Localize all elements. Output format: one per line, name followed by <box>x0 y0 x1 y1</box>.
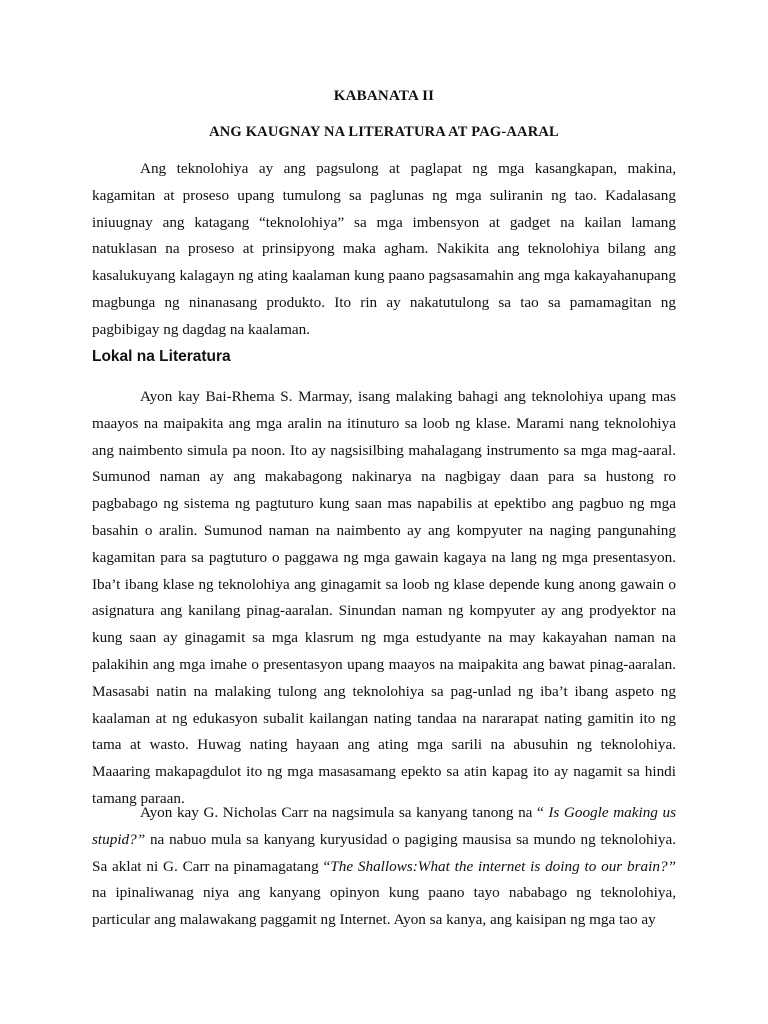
carr-book-title: The Shallows:What the internet is doing to our brain?” <box>330 857 676 875</box>
carr-paragraph-text-2: na nabuo mula sa kanyang kuryusidad o pagiging mausisa sa mundo ng teknolohiya. Sa aklat ni G. Carr na pinamagatang “ <box>92 830 676 875</box>
marmay-paragraph-text: Ayon kay Bai-Rhema S. Marmay, isang malaking bahagi ang teknolohiya upang mas maayos na maipakita ang mga aralin na itinuturo sa loob ng klase. Marami nang teknolohiya ang naimbento simula pa noon. Ito ay nagsisilbing mahalagang instrumento sa mga mag-aaral. Sumunod naman ay ang makabagong nakinarya na nagbigay daan para sa hustong ro pagbabago ng sistema ng pagtuturo kung saan mas napabilis at epektibo ang pagbuo ng mga basahin o aralin. Sumunod naman na naimbento ay ang kompyuter na naging pangunahing kagamitan para sa pagtuturo o paggawa ng mga gawain kagaya na lang ng mga presentasyon. Iba’t ibang klase ng teknolohiya ang ginagamit sa loob ng klase depende kung anong gawain o asignatura ang kanilang pinag-aaralan. Sinundan naman ng kompyuter ay ang prodyektor na kung saan ay ginagamit sa mga klasrum ng mga estudyante na may kakayahan naman na palakihin ang mga imahe o presentasyon upang maayos na maipakita ang bawat pinag-aaralan. Masasabi natin na malaking tulong ang teknolohiya sa pag-unlad ng iba’t ibang aspeto ng kaalaman at ng edukasyon subalit kailangan nating tandaa na nararapat nating gamitin ito ng tama at wasto. Huwag nating hayaan ang ating mga sarili na abusuhin ng teknolohiya. Maaaring makapagdulot ito ng mga masasamang epekto sa atin kapag ito ay nagamit sa hindi tamang paraan. <box>92 388 676 807</box>
carr-question-title: Is Google making us stupid?” <box>92 804 676 848</box>
intro-paragraph-text: Ang teknolohiya ay ang pagsulong at paglapat ng mga kasangkapan, makina, kagamitan at proseso upang tumulong sa paglunas ng mga suliranin ng tao. Kadalasang iniuugnay ang katagang “teknolohiya” sa mga imbensyon at gadget na kailan lamang natuklasan na proseso at prinsipyong maka agham. Nakikita ang teknolohiya bilang ang kasalukuyang kalagayn ng ating kaalaman kung paano pagsasamahin ang mga kakayahanupang magbunga ng ninanasang produkto. Ito rin ay nakatutulong sa tao sa pamamagitan ng pagbibigay ng dagdag na kaalaman. <box>92 160 676 338</box>
carr-paragraph-text-1: Ayon kay G. Nicholas Carr na nagsimula sa kanyang tanong na “ <box>140 804 549 821</box>
chapter-title: ANG KAUGNAY NA LITERATURA AT PAG-AARAL <box>209 124 559 140</box>
carr-paragraph <box>92 800 676 934</box>
chapter-heading: KABANATA II <box>333 88 435 104</box>
carr-paragraph-text-3: na ipinaliwanag niya ang kanyang opinyon kung paano tayo nababago ng teknolohiya, particular ang malawakang paggamit ng Internet. Ayon sa kanya, ang kaisipan ng mga tao ay <box>92 884 676 929</box>
section-heading: Lokal na Literatura <box>92 348 231 365</box>
intro-paragraph <box>92 156 676 344</box>
marmay-paragraph <box>92 384 676 813</box>
